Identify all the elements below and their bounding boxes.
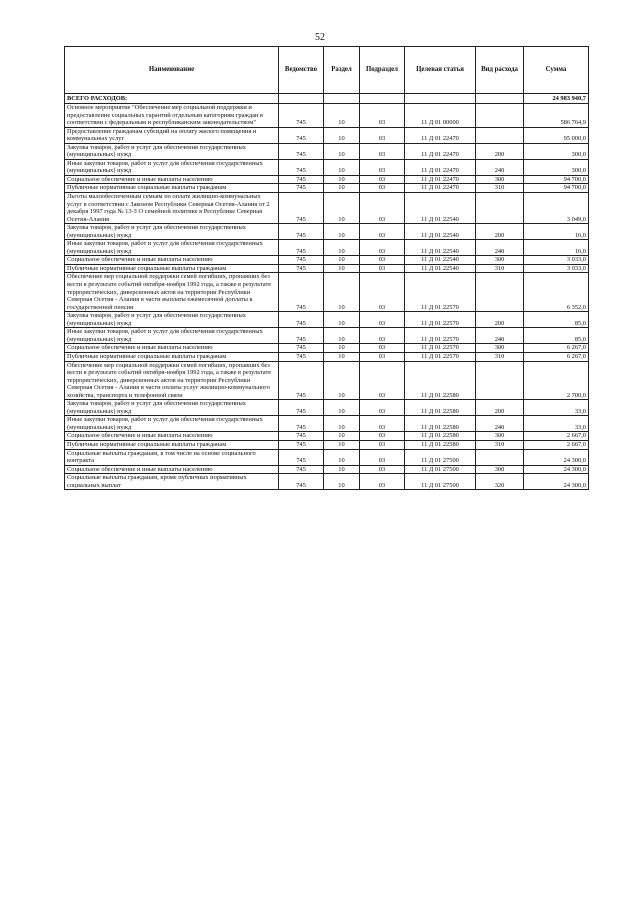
cell-vid: 310 — [476, 352, 524, 361]
cell-podr: 03 — [360, 474, 405, 490]
cell-razd: 10 — [324, 352, 360, 361]
cell-vid: 310 — [476, 440, 524, 449]
cell-name: Закупка товаров, работ и услуг для обеспечения государственных (муниципальных) нужд — [65, 312, 279, 328]
cell-razd: 10 — [324, 432, 360, 441]
cell-sum: 2 700,0 — [524, 361, 589, 400]
cell-cel: 11 Д 01 00000 — [405, 104, 476, 128]
cell-razd: 10 — [324, 474, 360, 490]
cell-name: Основное мероприятие "Обеспечение мер социальной поддержки и предоставление социальных гарантий отдельным категориям граждан в соответствии с федеральным и республиканским законодательством" — [65, 104, 279, 128]
cell-podr: 03 — [360, 312, 405, 328]
cell-vid: 240 — [476, 159, 524, 175]
cell-name: Социальные выплаты гражданам, в том числе на основе социального контракта — [65, 449, 279, 465]
cell-razd: 10 — [324, 143, 360, 159]
cell-podr: 03 — [360, 273, 405, 312]
cell-name: Публичные нормативные социальные выплаты гражданам — [65, 264, 279, 273]
cell-vid: 310 — [476, 184, 524, 193]
cell-razd: 10 — [324, 184, 360, 193]
table-row — [65, 224, 589, 240]
cell-ved: 745 — [279, 344, 324, 353]
cell-ved: 745 — [279, 143, 324, 159]
cell-podr: 03 — [360, 361, 405, 400]
cell-sum: 586 764,9 — [524, 104, 589, 128]
table-row — [65, 127, 589, 143]
cell-vid: 310 — [476, 264, 524, 273]
cell-cel: 11 Д 01 22570 — [405, 328, 476, 344]
cell-razd: 10 — [324, 465, 360, 474]
cell-ved: 745 — [279, 440, 324, 449]
header-sum: Сумма — [524, 47, 589, 94]
table-row — [65, 256, 589, 265]
cell-razd: 10 — [324, 224, 360, 240]
cell-cel: 11 Д 01 22540 — [405, 224, 476, 240]
table-row — [65, 264, 589, 273]
cell-sum: 16,0 — [524, 240, 589, 256]
cell-cel: 11 Д 01 27500 — [405, 449, 476, 465]
cell-cel: 11 Д 01 22470 — [405, 127, 476, 143]
cell-name: Иные закупки товаров, работ и услуг для обеспечения государственных (муниципальных) нужд — [65, 416, 279, 432]
cell-razd: 10 — [324, 256, 360, 265]
cell-cel: 11 Д 01 22570 — [405, 352, 476, 361]
cell-ved: 745 — [279, 449, 324, 465]
cell-cel: 11 Д 01 22540 — [405, 193, 476, 224]
table-row — [65, 328, 589, 344]
cell-ved: 745 — [279, 432, 324, 441]
cell-razd: 10 — [324, 361, 360, 400]
cell-razd: 10 — [324, 273, 360, 312]
cell-sum: 2 667,0 — [524, 440, 589, 449]
cell-podr: 03 — [360, 344, 405, 353]
cell-razd: 10 — [324, 344, 360, 353]
cell-cel: 11 Д 01 22470 — [405, 175, 476, 184]
cell-sum: 6 352,0 — [524, 273, 589, 312]
table-header-row — [65, 47, 589, 94]
cell-razd: 10 — [324, 127, 360, 143]
cell-ved: 745 — [279, 273, 324, 312]
cell-podr: 03 — [360, 449, 405, 465]
cell-vid: 300 — [476, 432, 524, 441]
cell-cel: 11 Д 01 22580 — [405, 400, 476, 416]
table-row — [65, 193, 589, 224]
cell-sum: 300,0 — [524, 143, 589, 159]
table-row — [65, 240, 589, 256]
cell-podr: 03 — [360, 159, 405, 175]
cell-vid: 300 — [476, 465, 524, 474]
cell-sum: 6 267,0 — [524, 344, 589, 353]
cell-vid — [476, 273, 524, 312]
cell-sum: 24 300,0 — [524, 449, 589, 465]
cell-ved: 745 — [279, 184, 324, 193]
cell-ved: 745 — [279, 127, 324, 143]
cell-razd: 10 — [324, 240, 360, 256]
cell-vid: 200 — [476, 143, 524, 159]
cell-ved: 745 — [279, 474, 324, 490]
cell-name: Льготы малообеспеченным семьям по оплате жилищно-коммунальных услуг в соответствии с Законом Республики Северная Осетия-Алания от 2 декабря 1997 года № 13-З О семейной политике в Республике Северная Осетия-Алания — [65, 193, 279, 224]
table-row — [65, 416, 589, 432]
cell-razd: 10 — [324, 416, 360, 432]
cell-sum: 300,0 — [524, 159, 589, 175]
cell-podr: 03 — [360, 264, 405, 273]
table-row — [65, 474, 589, 490]
cell-podr: 03 — [360, 184, 405, 193]
cell-podr: 03 — [360, 465, 405, 474]
cell-name: Социальное обеспечение и иные выплаты населению — [65, 465, 279, 474]
cell-cel: 11 Д 01 22570 — [405, 273, 476, 312]
cell-cel: 11 Д 01 27500 — [405, 465, 476, 474]
cell-sum: 33,0 — [524, 416, 589, 432]
cell-vid: 200 — [476, 224, 524, 240]
cell-vid: 300 — [476, 256, 524, 265]
cell-ved: 745 — [279, 400, 324, 416]
cell-razd: 10 — [324, 312, 360, 328]
cell-name: Обеспечение мер социальной поддержки семей погибших, пропавших без вести в результате событий октября-ноября 1992 года, а также в результате террористических, диверсионных актов на территории Республики Северная Осетия - Алания в части выплаты ежемесячной доплаты к государственной пенсии — [65, 273, 279, 312]
cell-sum: 85,0 — [524, 312, 589, 328]
cell-cel: 11 Д 01 22540 — [405, 264, 476, 273]
cell-cel: 11 Д 01 22580 — [405, 361, 476, 400]
cell-name: Иные закупки товаров, работ и услуг для обеспечения государственных (муниципальных) нужд — [65, 328, 279, 344]
cell-ved: 745 — [279, 256, 324, 265]
header-vid: Вид расхода — [476, 47, 524, 94]
cell-razd: 10 — [324, 193, 360, 224]
cell-podr: 03 — [360, 352, 405, 361]
cell-vid: 240 — [476, 240, 524, 256]
table-row — [65, 465, 589, 474]
cell-sum: 16,0 — [524, 224, 589, 240]
table-row — [65, 175, 589, 184]
header-ved: Ведомство — [279, 47, 324, 94]
cell-podr: 03 — [360, 175, 405, 184]
cell-name: Публичные нормативные социальные выплаты гражданам — [65, 352, 279, 361]
cell-razd: 10 — [324, 400, 360, 416]
cell-vid: 300 — [476, 344, 524, 353]
cell-ved: 745 — [279, 361, 324, 400]
cell-name: Социальное обеспечение и иные выплаты населению — [65, 256, 279, 265]
cell-vid — [476, 449, 524, 465]
cell-cel: 11 Д 01 22540 — [405, 240, 476, 256]
cell-name: Социальное обеспечение и иные выплаты населению — [65, 175, 279, 184]
cell-name: Предоставление гражданам субсидий на оплату жилого помещения и коммунальных услуг — [65, 127, 279, 143]
cell-ved: 745 — [279, 240, 324, 256]
cell-cel: 11 Д 01 22580 — [405, 432, 476, 441]
cell-sum: 3 049,0 — [524, 193, 589, 224]
table-row — [65, 104, 589, 128]
table-row — [65, 143, 589, 159]
cell-name: Иные закупки товаров, работ и услуг для обеспечения государственных (муниципальных) нужд — [65, 240, 279, 256]
cell-sum: 24 300,0 — [524, 465, 589, 474]
cell-vid: 200 — [476, 400, 524, 416]
cell-razd: 10 — [324, 264, 360, 273]
table-row — [65, 312, 589, 328]
cell-razd: 10 — [324, 328, 360, 344]
cell-razd: 10 — [324, 175, 360, 184]
cell-ved: 745 — [279, 465, 324, 474]
cell-sum: 94 700,0 — [524, 184, 589, 193]
table-body — [65, 94, 589, 490]
cell-cel: 11 Д 01 22470 — [405, 143, 476, 159]
table-row — [65, 449, 589, 465]
cell-podr: 03 — [360, 400, 405, 416]
cell-cel: 11 Д 01 22580 — [405, 440, 476, 449]
cell-sum: 94 700,0 — [524, 175, 589, 184]
cell-sum: 3 033,0 — [524, 264, 589, 273]
table-row — [65, 159, 589, 175]
cell-name: Социальные выплаты гражданам, кроме публичных нормативных социальных выплат — [65, 474, 279, 490]
cell-name: Закупка товаров, работ и услуг для обеспечения государственных (муниципальных) нужд — [65, 143, 279, 159]
cell-ved: 745 — [279, 328, 324, 344]
cell-sum: 95 000,0 — [524, 127, 589, 143]
cell-name: Публичные нормативные социальные выплаты гражданам — [65, 440, 279, 449]
cell-podr: 03 — [360, 256, 405, 265]
header-podr: Подраздел — [360, 47, 405, 94]
cell-ved: 745 — [279, 104, 324, 128]
cell-cel: 11 Д 01 22570 — [405, 344, 476, 353]
cell-name: Закупка товаров, работ и услуг для обеспечения государственных (муниципальных) нужд — [65, 224, 279, 240]
cell-razd: 10 — [324, 104, 360, 128]
cell-vid — [476, 193, 524, 224]
cell-razd: 10 — [324, 449, 360, 465]
cell-vid: 200 — [476, 312, 524, 328]
cell-ved: 745 — [279, 416, 324, 432]
cell-ved: 745 — [279, 175, 324, 184]
cell-podr: 03 — [360, 328, 405, 344]
table-row — [65, 432, 589, 441]
table-row — [65, 440, 589, 449]
cell-podr: 03 — [360, 143, 405, 159]
cell-razd: 10 — [324, 440, 360, 449]
cell-cel: 11 Д 01 22470 — [405, 159, 476, 175]
cell-razd: 10 — [324, 159, 360, 175]
header-razd: Раздел — [324, 47, 360, 94]
cell-ved: 745 — [279, 312, 324, 328]
table-row — [65, 352, 589, 361]
table-row — [65, 344, 589, 353]
cell-vid: 240 — [476, 328, 524, 344]
cell-cel: 11 Д 01 22470 — [405, 184, 476, 193]
cell-cel: 11 Д 01 22580 — [405, 416, 476, 432]
cell-cel: 11 Д 01 22570 — [405, 312, 476, 328]
cell-podr: 03 — [360, 224, 405, 240]
cell-name: Социальное обеспечение и иные выплаты населению — [65, 432, 279, 441]
cell-name: Иные закупки товаров, работ и услуг для обеспечения государственных (муниципальных) нужд — [65, 159, 279, 175]
cell-vid — [476, 127, 524, 143]
cell-vid — [476, 104, 524, 128]
cell-podr: 03 — [360, 240, 405, 256]
cell-vid: 240 — [476, 416, 524, 432]
cell-name: Социальное обеспечение и иные выплаты населению — [65, 344, 279, 353]
cell-cel: 11 Д 01 27500 — [405, 474, 476, 490]
cell-podr: 03 — [360, 104, 405, 128]
cell-sum: 33,0 — [524, 400, 589, 416]
cell-podr: 03 — [360, 432, 405, 441]
cell-ved: 745 — [279, 264, 324, 273]
table-row — [65, 184, 589, 193]
cell-name: Закупка товаров, работ и услуг для обеспечения государственных (муниципальных) нужд — [65, 400, 279, 416]
cell-podr: 03 — [360, 416, 405, 432]
total-row — [65, 94, 589, 104]
total-label: ВСЕГО РАСХОДОВ: — [65, 94, 279, 104]
cell-ved: 745 — [279, 224, 324, 240]
table-row — [65, 361, 589, 400]
cell-vid: 300 — [476, 175, 524, 184]
cell-sum: 3 033,0 — [524, 256, 589, 265]
cell-sum: 2 667,0 — [524, 432, 589, 441]
cell-sum: 6 267,0 — [524, 352, 589, 361]
cell-podr: 03 — [360, 193, 405, 224]
cell-vid — [476, 361, 524, 400]
expenses-table — [64, 46, 589, 490]
cell-vid: 320 — [476, 474, 524, 490]
cell-name: Обеспечение мер социальной поддержки семей погибших, пропавших без вести в результате событий октября-ноября 1992 года, а также в результате террористических, диверсионных актов на территории Республики Северная Осетия - Алания в части оплаты услуг жилищно-коммунального хозяйства, транспорта и телефонной связи — [65, 361, 279, 400]
cell-name: Публичные нормативные социальные выплаты гражданам — [65, 184, 279, 193]
cell-sum: 85,0 — [524, 328, 589, 344]
cell-ved: 745 — [279, 159, 324, 175]
total-sum: 24 983 940,7 — [524, 94, 589, 104]
cell-ved: 745 — [279, 352, 324, 361]
cell-cel: 11 Д 01 22540 — [405, 256, 476, 265]
cell-sum: 24 300,0 — [524, 474, 589, 490]
table-row — [65, 400, 589, 416]
cell-podr: 03 — [360, 127, 405, 143]
header-cel: Целевая статья — [405, 47, 476, 94]
cell-podr: 03 — [360, 440, 405, 449]
header-name: Наименование — [65, 47, 279, 94]
cell-ved: 745 — [279, 193, 324, 224]
table-row — [65, 273, 589, 312]
page-number: 52 — [315, 32, 325, 43]
